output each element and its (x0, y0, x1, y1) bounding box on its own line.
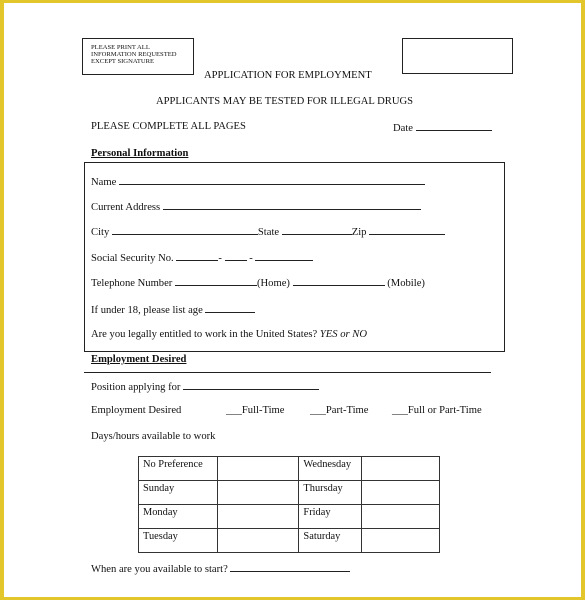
day-cell: Monday (139, 505, 218, 529)
hours-cell[interactable] (362, 457, 440, 481)
ssn-separator-1: - (218, 253, 222, 264)
complete-pages-note: PLEASE COMPLETE ALL PAGES (91, 121, 246, 132)
print-notice-box (82, 38, 194, 75)
application-form (4, 3, 581, 597)
age-line[interactable] (205, 303, 255, 313)
name-line[interactable] (119, 175, 425, 185)
home-phone-line[interactable] (175, 276, 257, 286)
day-cell: Thursday (299, 481, 362, 505)
print-notice-text: PLEASE PRINT ALL INFORMATION REQUESTED EXCEPT SIGNATURE (91, 44, 177, 66)
age-label: If under 18, please list age (91, 305, 203, 316)
mobile-label: (Mobile) (387, 278, 425, 289)
address-line[interactable] (163, 200, 421, 210)
start-date-label: When are you available to start? (91, 564, 228, 575)
legal-work-question (91, 329, 367, 341)
city-line[interactable] (112, 225, 258, 235)
employment-desired-label: Employment Desired (91, 405, 182, 416)
personal-info-heading: Personal Information (91, 148, 189, 159)
start-date-field[interactable] (91, 562, 350, 576)
zip-line[interactable] (369, 225, 445, 235)
ssn-field[interactable] (91, 251, 313, 265)
ssn-line-3[interactable] (255, 251, 313, 261)
day-cell: Tuesday (139, 529, 218, 553)
availability-table (138, 456, 440, 553)
ssn-line-2[interactable] (225, 251, 247, 261)
date-line[interactable] (416, 121, 492, 131)
hours-cell[interactable] (217, 505, 299, 529)
date-field[interactable] (393, 121, 492, 135)
day-cell: Friday (299, 505, 362, 529)
age-field[interactable] (91, 303, 255, 317)
part-time-option[interactable]: ___Part-Time (310, 405, 369, 416)
full-time-option[interactable]: ___Full-Time (226, 405, 285, 416)
hours-cell[interactable] (362, 505, 440, 529)
hours-cell[interactable] (217, 457, 299, 481)
name-field[interactable] (91, 175, 425, 189)
day-cell: No Preference (139, 457, 218, 481)
ssn-label: Social Security No. (91, 253, 174, 264)
position-label: Position applying for (91, 382, 181, 393)
table-row (139, 505, 440, 529)
table-row (139, 457, 440, 481)
table-row (139, 481, 440, 505)
legal-work-label: Are you legally entitled to work in the United States? (91, 329, 318, 340)
day-cell: Wednesday (299, 457, 362, 481)
drug-notice: APPLICANTS MAY BE TESTED FOR ILLEGAL DRUGS (156, 96, 414, 107)
ssn-line-1[interactable] (176, 251, 218, 261)
hours-cell[interactable] (217, 481, 299, 505)
phone-label: Telephone Number (91, 278, 173, 289)
position-field[interactable] (91, 380, 319, 394)
employment-heading-rule (84, 372, 491, 373)
day-cell: Saturday (299, 529, 362, 553)
office-use-box (402, 38, 513, 74)
hours-cell[interactable] (217, 529, 299, 553)
state-line[interactable] (282, 225, 352, 235)
form-title: APPLICATION FOR EMPLOYMENT (204, 70, 372, 81)
address-field[interactable] (91, 200, 421, 214)
table-row (139, 529, 440, 553)
home-label: (Home) (257, 278, 290, 289)
days-hours-label: Days/hours available to work (91, 431, 216, 442)
date-label: Date (393, 123, 413, 134)
position-line[interactable] (183, 380, 319, 390)
mobile-phone-line[interactable] (293, 276, 385, 286)
ssn-separator-2: - (249, 253, 253, 264)
state-label: State (257, 227, 280, 238)
employment-desired-heading: Employment Desired (91, 354, 187, 365)
zip-label: Zip (351, 227, 367, 238)
name-label: Name (91, 177, 117, 188)
address-label: Current Address (91, 202, 161, 213)
legal-work-options[interactable]: YES or NO (319, 329, 367, 340)
start-date-line[interactable] (230, 562, 350, 572)
hours-cell[interactable] (362, 529, 440, 553)
city-state-zip-row (91, 225, 445, 239)
day-cell: Sunday (139, 481, 218, 505)
city-label: City (91, 227, 110, 238)
hours-cell[interactable] (362, 481, 440, 505)
phone-row (91, 276, 425, 290)
full-or-part-option[interactable]: ___Full or Part-Time (392, 405, 482, 416)
